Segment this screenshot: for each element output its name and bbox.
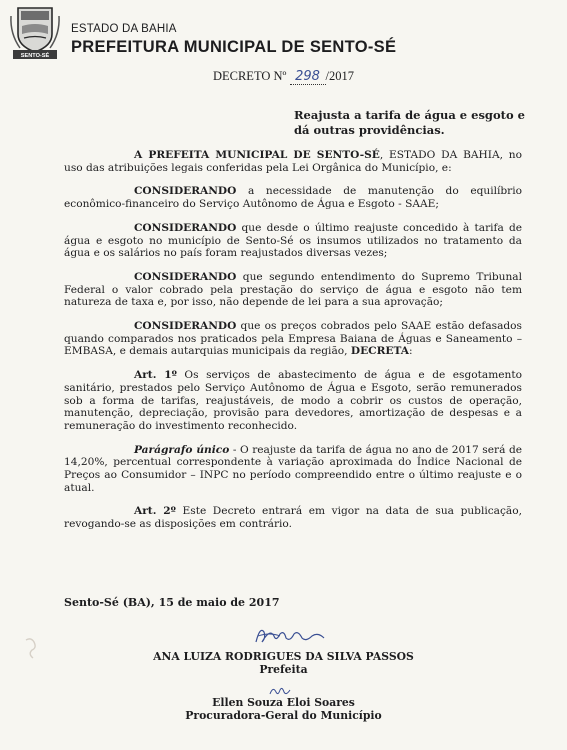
state-name: ESTADO DA BAHIA [71,23,177,35]
mayor-name: ANA LUIZA RODRIGUES DA SILVA PASSOS [153,650,414,663]
crest-banner-text: SENTO-SÉ [20,53,50,60]
mayor-signature-icon [250,622,330,648]
decree-summary: Reajusta a tarifa de água e esgoto e dá outras providências. [294,108,525,137]
intro-rest: , ESTADO DA BAHIA, no uso das atribuições legais conferidas pela Lei Orgânica do Município, e: [64,149,522,174]
attorney-role: Procuradora-Geral do Município [185,709,382,722]
prefecture-title: PREFEITURA MUNICIPAL DE SENTO-SÉ [71,38,397,56]
decree-year: /2017 [325,69,355,83]
date-line: Sento-Sé (BA), 15 de maio de 2017 [64,596,280,609]
considering-text: que segundo entendimento do Supremo Tribunal Federal o valor cobrado pela prestação do serviço de água e esgoto não tem natureza de taxa e, por isso, não depende de lei para a sua aprovação; [64,270,522,309]
intro-bold: A PREFEITA MUNICIPAL DE SENTO-SÉ [134,149,380,161]
decree-number: 298 [290,69,326,85]
considering-label: CONSIDERANDO [134,185,237,198]
decree-body [64,149,522,542]
considering-label: CONSIDERANDO [134,320,237,333]
considering-paragraph [64,185,522,210]
considering-text: que os preços cobrados pelo SAAE estão defasados quando comparados nos praticados pela Empresa Baiana de Águas e Saneamento – EMBASA, e demais autarquias municipais da região, [64,320,522,358]
article-2-label: Art. 2º [134,505,176,518]
considering-paragraph [64,320,522,358]
considering-label: CONSIDERANDO [134,270,237,283]
decreta-colon: : [409,345,413,358]
decree-prefix: DECRETO Nº [212,69,287,83]
intro-paragraph [64,149,522,174]
attorney-name: Ellen Souza Eloi Soares [212,696,355,709]
considering-paragraph [64,271,522,309]
municipal-crest-icon [8,4,62,62]
considering-text: que desde o último reajuste concedido à tarifa de água e esgoto no município de Sento-Sé os insumos utilizados no tratamento da água e os salários no país foram reajustados diversas vezes; [64,221,522,260]
mayor-role: Prefeita [259,663,308,676]
considering-text: a necessidade de manutenção do equilíbrio econômico-financeiro do Serviço Autônomo de Água e Esgoto - SAAE; [64,185,522,211]
article-1-text: Os serviços de abastecimento de água e de esgotamento sanitário, prestados pelo Serviço Autônomo de Água e Esgoto, serão remunerados sob a forma de tarifas, reajustáveis, de modo a cobrir os custos de operação, manutenção, depreciação, provisão para devedores, amortização de despesas e a remuneração do investimento reconhecido. [64,369,522,432]
considering-paragraph [64,222,522,260]
decreta-word: DECRETA [350,345,409,358]
sole-paragraph-text: - O reajuste da tarifa de água no ano de 2017 será de 14,20%, percentual correspondente à variação aproximada do Índice Nacional de Preços ao Consumidor – INPC no período compreendido entre o último reajuste e o atual. [64,443,522,494]
considering-label: CONSIDERANDO [134,221,237,234]
article-2 [64,505,522,530]
article-2-text: Este Decreto entrará em vigor na data de sua publicação, revogando-se as disposições em contrário. [64,505,522,531]
decree-heading [0,69,567,85]
sole-paragraph [64,444,522,495]
article-1 [64,369,522,433]
sole-paragraph-label: Parágrafo único [134,443,230,456]
article-1-label: Art. 1º [134,369,177,382]
